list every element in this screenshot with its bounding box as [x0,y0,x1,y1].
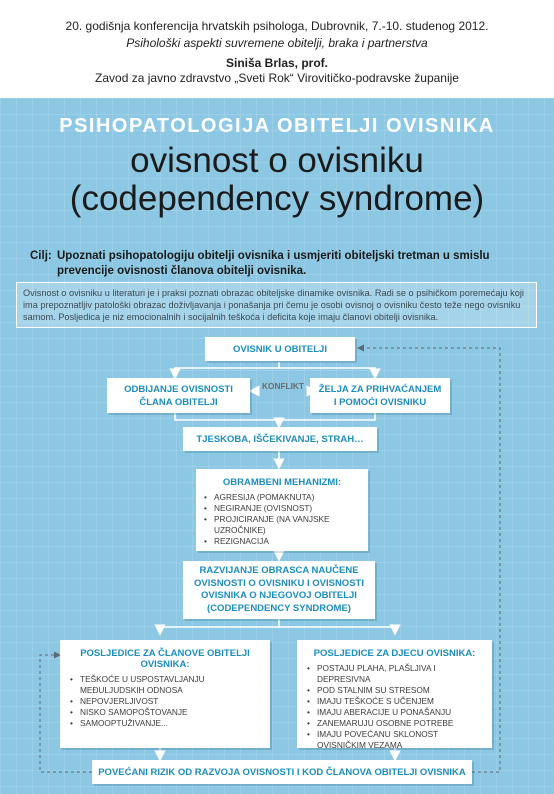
family-consequence-item: • TEŠKOĆE U USPOSTAVLJANJU MEĐULJUDSKIH ODNOSA [70,674,260,696]
children-consequence-item: • POSTAJU PLAHA, PLAŠLJIVA I DEPRESIVNA [307,663,482,685]
pattern-box [183,561,375,619]
aim-label: Cilj: [30,250,52,262]
conference-subtitle: Psihološki aspekti suvremene obitelji, braka i partnerstva [126,36,428,50]
family-consequence-item: • SAMOOPTUŽIVANJE... [70,718,260,729]
defense-item: • REZIGNACIJA [204,536,360,547]
title-big-line1: ovisnost o ovisniku [130,141,424,180]
rejection-line1: ODBIJANJE OVISNOSTI [124,383,233,395]
desire-line2: I POMOĆI OVISNIKU [333,396,427,408]
author-name: Siniša Brlas, prof. [225,56,329,70]
family-consequences-box [60,640,270,748]
desire-line1: ŽELJA ZA PRIHVAĆANJEM [318,383,442,395]
defense-item: • PROJICIRANJE (NA VANJSKE UZROČNIKE) [204,514,360,536]
family-consequence-item: • NISKO SAMOPOŠTOVANJE [70,707,260,718]
family-consequence-item: • NEPOVJERLJIVOST [70,696,260,707]
title-big-line2: (codependency syndrome) [69,179,485,218]
rejection-line2: ČLANA OBITELJI [139,396,218,408]
institution-name: Zavod za javno zdravstvo „Sveti Rok“ Virovitičko-podravske županije [95,71,459,85]
increased-risk-box [92,760,472,784]
children-consequences-head: POSLJEDICE ZA DJECU OVISNIKA: [313,648,476,659]
children-consequence-item: • ZANEMARUJU OSOBNE POTREBE [307,718,482,729]
children-consequences-box [297,640,492,748]
increased-risk-label: POVEĆANI RIZIK OD RAZVOJA OVISNOSTI I KOD ČLANOVA OBITELJI OVISNIKA [98,766,466,778]
family-consequences-list [70,674,260,729]
addict-in-family-box [205,337,355,361]
conference-line: 20. godišnja konferencija hrvatskih psihologa, Dubrovnik, 7.-10. studenog 2012. [65,19,489,33]
defense-head: OBRAMBENI MEHANIZMI: [222,477,342,488]
defense-mechanisms-box [196,469,368,551]
conflict-label: KONFLIKT [262,381,304,391]
pattern-line4: (CODEPENDENCY SYNDROME) [207,602,351,614]
children-consequences-list [307,663,482,751]
defense-item: • AGRESIJA (POMAKNUTA) [204,492,360,503]
poster-title-small: PSIHOPATOLOGIJA OBITELJI OVISNIKA [59,115,495,137]
children-consequence-item: • IMAJU TEŠKOĆE S UČENJEM [307,696,482,707]
pattern-line1: RAZVIJANJE OBRASCA NAUČENE [199,565,359,576]
anxiety-label: TJESKOBA, IŠČEKIVANJE, STRAH… [196,433,364,445]
rejection-box [107,378,250,413]
family-consequences-head: POSLJEDICE ZA ČLANOVE OBITELJI OVISNIKA: [80,648,250,670]
children-consequence-item: • IMAJU POVEĆANU SKLONOST OVISNIČKIM VEZAMA [307,729,482,751]
pattern-line3: OVISNIKA O NJEGOVOJ OBITELJI [201,590,357,601]
addict-in-family-label: OVISNIK U OBITELJI [233,343,327,355]
aim-text: Upoznati psihopatologiju obitelji ovisnika i usmjeriti obiteljski tretman u smislu prevencije ovisnosti članova obitelji ovisnika. [57,250,490,277]
children-consequence-item: • POD STALNIM SU STRESOM [307,685,482,696]
defense-list [204,492,360,547]
children-consequence-item: • IMAJU ABERACIJE U PONAŠANJU [307,707,482,718]
desire-box [310,378,450,413]
defense-item: • NEGIRANJE (OVISNOST) [204,503,360,514]
intro-text: Ovisnost o ovisniku u literaturi je i praksi poznati obrazac obiteljske dinamike ovisnika. Radi se o psihičkom poremećaju koji ima prepoznatljiv patološki obrazac doživljavanja i ponašanja pri čemu je osobi ovisnoj o ovisniku često teže nego ovisniku samom. Posljedica je niz emocionalnih i socijalnih teškoća i deficita koje imaju članovi obitelji ovisnika. [16,282,537,328]
anxiety-box [183,427,377,451]
pattern-line2: OVISNOSTI O OVISNIKU I OVISNOSTI [194,577,364,589]
